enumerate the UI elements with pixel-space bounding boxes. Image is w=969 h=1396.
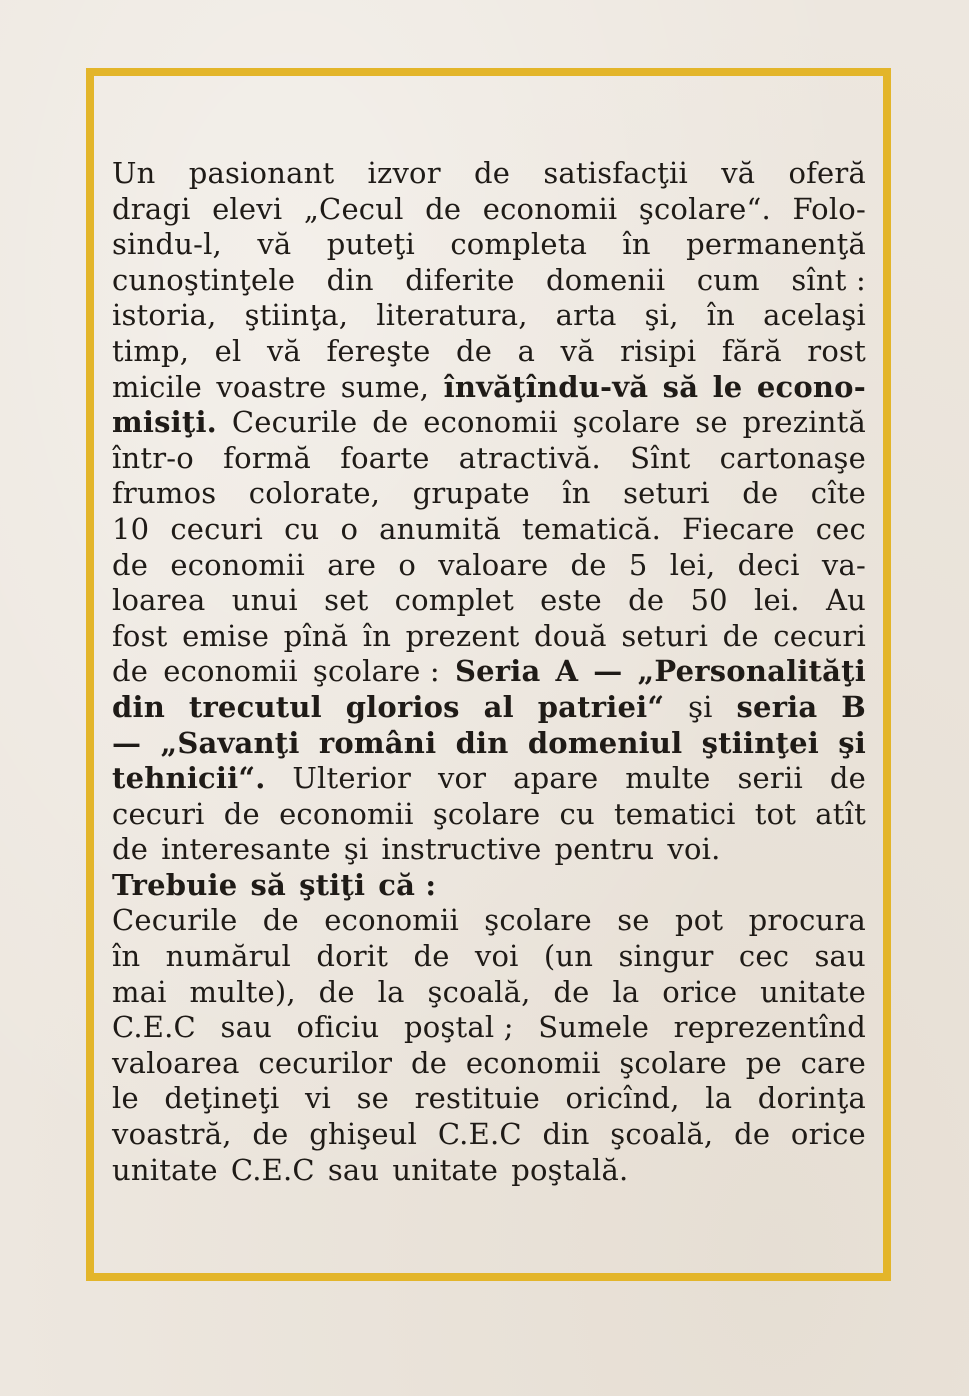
word: voastră, <box>112 1117 232 1152</box>
word: Trebuie <box>112 867 238 902</box>
word: tematică. <box>521 511 662 546</box>
word: pot <box>675 903 724 938</box>
word: sau <box>327 1152 380 1187</box>
text-line <box>112 298 866 334</box>
word: ghişeul <box>309 1117 418 1152</box>
word: cu <box>284 511 320 546</box>
text-line <box>112 441 866 477</box>
word: lei, <box>669 547 716 582</box>
word: seria <box>736 689 818 724</box>
word: economii <box>482 191 618 226</box>
text-line <box>112 334 866 370</box>
word: şcolare“. <box>638 191 771 226</box>
word: să <box>662 369 699 404</box>
word: pînă <box>283 618 349 653</box>
word: C.E.C <box>437 1117 522 1152</box>
word: complet <box>394 583 514 618</box>
word: sume, <box>340 369 430 404</box>
word: voi. <box>667 832 721 867</box>
text-line <box>112 548 866 584</box>
word: cecuri <box>773 618 866 653</box>
word: dragi <box>112 191 191 226</box>
word: sînt : <box>791 262 866 297</box>
word: se <box>617 903 650 938</box>
word: economii <box>163 654 298 689</box>
word: sindu-l, <box>112 227 222 262</box>
word: singur <box>618 939 714 974</box>
word: de <box>473 156 511 190</box>
word: fără <box>721 333 782 368</box>
word: de <box>553 974 590 1009</box>
word: timp, <box>112 333 190 368</box>
word: anumită <box>379 511 501 546</box>
word: economii <box>423 405 558 440</box>
text-line <box>112 761 866 797</box>
word: de <box>318 974 355 1009</box>
word: Fiecare <box>682 511 795 546</box>
word: români <box>318 725 437 760</box>
word: tot <box>754 796 797 831</box>
word: le <box>112 1081 139 1116</box>
word: de <box>734 1117 771 1152</box>
word: Sînt <box>630 440 691 475</box>
word: pentru <box>554 832 655 867</box>
word: în <box>112 939 141 974</box>
text-line <box>112 1117 866 1153</box>
word: oferă <box>788 156 866 190</box>
word: economii <box>465 1045 601 1080</box>
word: valoarea <box>112 1045 240 1080</box>
word: Cecurile <box>231 405 358 440</box>
word: de <box>455 333 493 368</box>
word: acelaşi <box>763 298 866 333</box>
word: grupate <box>412 476 530 511</box>
word: şcolare <box>619 1045 727 1080</box>
word: cartonaşe <box>719 440 866 475</box>
word: se <box>695 405 728 440</box>
word: „Savanţi <box>160 725 300 760</box>
word: emise <box>182 618 270 653</box>
text-line <box>112 1153 866 1189</box>
word: din <box>542 1117 590 1152</box>
word: din <box>455 725 509 760</box>
word: şi <box>838 725 866 760</box>
word: de <box>223 796 260 831</box>
text-line <box>112 370 866 406</box>
word: învăţîndu-vă <box>443 369 649 404</box>
word: la <box>377 974 405 1009</box>
word: ştiinţei <box>701 725 819 760</box>
word: el <box>214 333 242 368</box>
word: econo- <box>756 369 866 404</box>
word: C.E.C <box>112 1010 196 1045</box>
word: de <box>722 618 759 653</box>
word: de <box>252 1117 289 1152</box>
word: patriei“ <box>537 689 665 724</box>
word: şi, <box>644 298 679 333</box>
word: loarea <box>112 583 206 618</box>
word: cu <box>559 796 595 831</box>
word: unitate <box>392 1152 499 1187</box>
text-line <box>112 903 866 939</box>
word: oricînd, <box>565 1081 680 1116</box>
word: economii <box>324 903 459 938</box>
text-line <box>112 690 866 726</box>
word: dorit <box>316 939 389 974</box>
word: puteţi <box>326 227 415 262</box>
word: sau <box>814 939 866 974</box>
word: numărul <box>165 939 292 974</box>
word: oficiu <box>296 1010 380 1045</box>
word: va- <box>821 547 866 582</box>
text-line <box>112 1046 866 1082</box>
word: domeniul <box>527 725 683 760</box>
word: mai <box>112 974 167 1009</box>
word: cecuri <box>112 796 205 831</box>
word: Sumele <box>538 1010 650 1045</box>
word: instructive <box>381 832 542 867</box>
word: cîte <box>810 476 866 511</box>
word: tematici <box>614 796 736 831</box>
word: trecutul <box>188 689 322 724</box>
word: cec <box>815 511 866 546</box>
word: set <box>324 583 369 618</box>
word: vi <box>304 1081 332 1116</box>
word: din <box>112 689 165 724</box>
word: care <box>800 1045 866 1080</box>
word: economii <box>279 796 414 831</box>
word: are <box>327 547 377 582</box>
word: B <box>841 689 866 724</box>
word: unitate <box>760 974 866 1009</box>
word: completa <box>450 227 588 262</box>
word: vor <box>437 761 487 796</box>
word: cum <box>696 262 760 297</box>
word: C.E.C <box>230 1152 315 1187</box>
word: diferite <box>405 262 515 297</box>
word: elevi <box>212 191 283 226</box>
word: seturi <box>623 476 710 511</box>
word: de <box>413 939 450 974</box>
word: de <box>262 903 299 938</box>
word: să <box>250 867 287 902</box>
word: apare <box>513 761 599 796</box>
word: pasionant <box>188 156 335 190</box>
word: de <box>742 476 779 511</box>
word: Seria <box>454 654 541 689</box>
word: orice <box>662 974 738 1009</box>
word: deţineţi <box>164 1081 280 1116</box>
word: seturi <box>621 618 709 653</box>
text-line <box>112 654 866 690</box>
word: voastre <box>216 369 327 404</box>
word: lei. <box>754 583 800 618</box>
word: poştală. <box>511 1152 629 1187</box>
word: în <box>622 227 651 262</box>
word: deci <box>737 547 800 582</box>
word: cec <box>738 939 790 974</box>
word: „Cecul <box>303 191 404 226</box>
word: atît <box>815 796 866 831</box>
text-line <box>112 512 866 548</box>
word: de <box>112 654 149 689</box>
text-line <box>112 939 866 975</box>
word: de <box>570 547 607 582</box>
word: de <box>829 761 866 796</box>
word: a <box>517 333 536 368</box>
word: serii <box>737 761 803 796</box>
word: că : <box>378 867 437 902</box>
word: ştiţi <box>299 867 366 902</box>
word: şcolare <box>484 903 592 938</box>
word: orice <box>790 1117 866 1152</box>
word: rost <box>807 333 866 368</box>
word: — <box>593 654 623 689</box>
word: de <box>112 547 149 582</box>
word: o <box>398 547 416 582</box>
word: de <box>112 832 149 867</box>
text-line <box>112 619 866 655</box>
word: 10 <box>112 511 150 546</box>
word: cecuri <box>170 511 264 546</box>
word: arta <box>555 298 617 333</box>
word: dorinţa <box>757 1081 866 1116</box>
word: frumos <box>112 476 217 511</box>
word: în <box>706 298 736 333</box>
word: pe <box>745 1045 782 1080</box>
word: le <box>712 369 743 404</box>
text-line <box>112 405 866 441</box>
word: se <box>356 1081 390 1116</box>
word: glorios <box>345 689 460 724</box>
text-line <box>112 797 866 833</box>
word: literatura, <box>376 298 528 333</box>
word: o <box>340 511 359 546</box>
word: în <box>562 476 591 511</box>
word: şcolare : <box>312 654 440 689</box>
word: satisfacţii <box>543 156 688 190</box>
word: cecurilor <box>258 1045 393 1080</box>
word: şcolare <box>432 796 541 831</box>
word: atractivă. <box>458 440 601 475</box>
word: este <box>540 583 602 618</box>
word: reprezentînd <box>673 1010 866 1045</box>
body-text <box>112 156 866 1188</box>
word: procura <box>748 903 866 938</box>
word: la <box>612 974 640 1009</box>
word: Cecurile <box>112 903 238 938</box>
word: prezintă <box>742 405 866 440</box>
text-line <box>112 868 866 904</box>
word: al <box>483 689 514 724</box>
word: istoria, <box>112 298 217 333</box>
word: prezent <box>405 618 520 653</box>
word: şcolare <box>572 405 681 440</box>
text-line <box>112 583 866 619</box>
word: fost <box>112 618 168 653</box>
word: Ulterior <box>292 761 412 796</box>
word: interesante <box>161 832 331 867</box>
word: micile <box>112 369 202 404</box>
word: „Personalităţi <box>637 654 866 689</box>
word: fereşte <box>326 333 431 368</box>
text-line <box>112 227 866 263</box>
word: — <box>112 725 142 760</box>
word: misiţi. <box>112 405 217 440</box>
text-line <box>112 192 866 228</box>
word: şi <box>688 689 713 724</box>
word: Folo- <box>792 191 866 226</box>
word: la <box>705 1081 733 1116</box>
word: domenii <box>546 262 666 297</box>
word: în <box>362 618 392 653</box>
word: poştal ; <box>403 1010 514 1045</box>
word: şcoală, <box>610 1117 714 1152</box>
word: sau <box>220 1010 272 1045</box>
word: foarte <box>340 440 430 475</box>
word: voi <box>474 939 519 974</box>
word: (un <box>543 939 594 974</box>
word: de <box>425 191 462 226</box>
word: unui <box>231 583 298 618</box>
word: vă <box>257 227 292 262</box>
word: risipi <box>620 333 697 368</box>
word: ştiinţa, <box>244 298 349 333</box>
word: A <box>555 654 579 689</box>
word: vă <box>266 333 302 368</box>
word: de <box>372 405 409 440</box>
word: multe), <box>189 974 296 1009</box>
word: vă <box>560 333 595 368</box>
word: izvor <box>367 156 441 190</box>
word: de <box>628 583 665 618</box>
word: două <box>533 618 607 653</box>
word: vă <box>721 156 756 190</box>
word: 50 <box>690 583 728 618</box>
text-line <box>112 1081 866 1117</box>
word: Au <box>825 583 866 618</box>
word: formă <box>223 440 311 475</box>
word: colorate, <box>248 476 381 511</box>
text-line <box>112 263 866 299</box>
text-line <box>112 975 866 1011</box>
text-line <box>112 832 866 868</box>
word: restituie <box>414 1081 540 1116</box>
text-line <box>112 726 866 762</box>
text-line <box>112 476 866 512</box>
word: multe <box>625 761 711 796</box>
word: Un <box>112 156 156 190</box>
word: economii <box>170 547 305 582</box>
word: valoare <box>438 547 549 582</box>
text-line <box>112 156 866 192</box>
word: din <box>326 262 374 297</box>
word: tehnicii“. <box>112 761 266 796</box>
word: şcoală, <box>427 974 531 1009</box>
word: permanenţă <box>686 227 866 262</box>
word: 5 <box>628 547 648 582</box>
word: de <box>411 1045 448 1080</box>
word: cunoştinţele <box>112 262 296 297</box>
word: unitate <box>112 1152 218 1187</box>
word: şi <box>343 832 369 867</box>
word: într-o <box>112 440 194 475</box>
text-line <box>112 1010 866 1046</box>
